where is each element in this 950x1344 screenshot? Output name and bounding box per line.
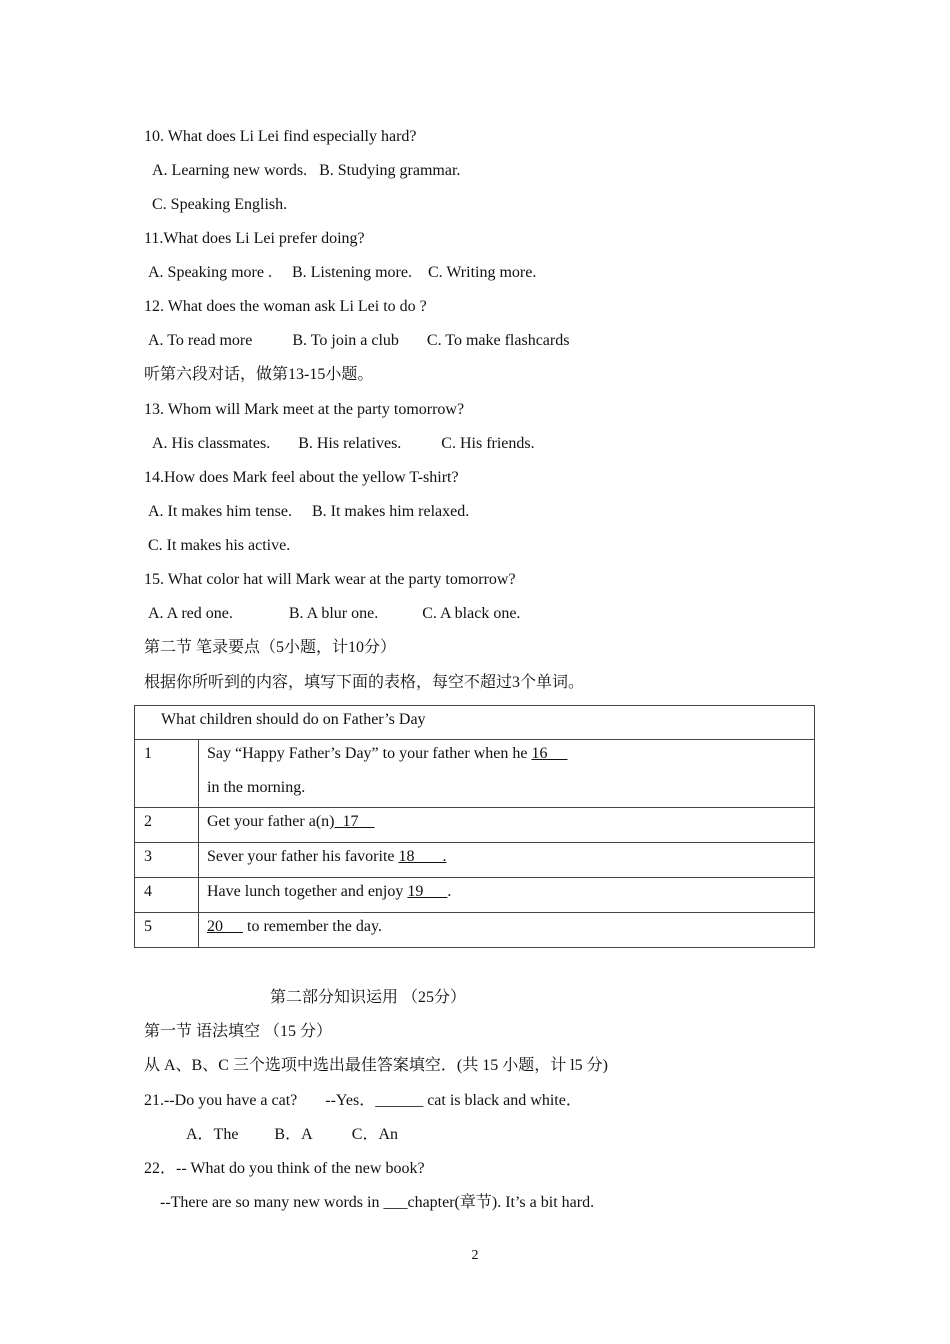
table-row [135, 808, 815, 843]
row-number: 3 [135, 843, 199, 878]
row-text [199, 808, 815, 843]
question-12: 12. What does the woman ask Li Lei to do ? [144, 298, 427, 315]
row-text-line2: in the morning. [207, 779, 306, 796]
question-13: 13. Whom will Mark meet at the party tomorrow? [144, 401, 465, 418]
question-14: 14.How does Mark feel about the yellow T-shirt? [144, 469, 459, 486]
row-text-before: Have lunch together and enjoy [207, 883, 408, 900]
table-row [135, 878, 815, 913]
question-14-option-c: C. It makes his active. [148, 537, 291, 554]
row-number: 1 [135, 740, 199, 808]
blank-17: 17 [334, 813, 375, 830]
question-22: 22．-- What do you think of the new book? [144, 1160, 425, 1177]
notes-table [134, 705, 815, 948]
question-15-options: A. A red one. B. A blur one. C. A black one. [148, 605, 521, 622]
row-text-after: . [447, 883, 452, 900]
grammar-section-heading: 第一节 语法填空 （15 分） [144, 1023, 333, 1040]
grammar-instruction: 从 A、B、C 三个选项中选出最佳答案填空．(共 15 小题，计 l5 分) [144, 1057, 609, 1074]
blank-16: 16 [531, 745, 568, 762]
row-number: 4 [135, 878, 199, 913]
table-row [135, 913, 815, 948]
page-number: 2 [471, 1248, 479, 1263]
question-10: 10. What does Li Lei find especially hard? [144, 128, 417, 145]
question-10-option-c: C. Speaking English. [152, 196, 288, 213]
question-12-options: A. To read more B. To join a club C. To make flashcards [148, 332, 570, 349]
row-text [199, 913, 815, 948]
section-2-heading: 第二节 笔录要点（5小题，计10分） [144, 639, 397, 656]
question-11-options: A. Speaking more . B. Listening more. C. Writing more. [148, 264, 537, 281]
question-21-options: A．The B．A C．An [186, 1126, 399, 1143]
question-22-reply: --There are so many new words in ___chapter(章节). It’s a bit hard. [160, 1194, 595, 1211]
row-text [199, 843, 815, 878]
question-13-options: A. His classmates. B. His relatives. C. His friends. [152, 435, 535, 452]
blank-20: 20 [207, 918, 243, 935]
blank-18: 18 . [398, 848, 447, 865]
blank-19: 19 [407, 883, 448, 900]
table-title-row [135, 706, 815, 740]
row-number: 2 [135, 808, 199, 843]
row-text-before: Say “Happy Father’s Day” to your father when he [207, 745, 532, 762]
table-title: What children should do on Father’s Day [135, 706, 815, 740]
question-11: 11.What does Li Lei prefer doing? [144, 230, 365, 247]
row-text-before: Sever your father his favorite [207, 848, 399, 865]
question-14-options-ab: A. It makes him tense. B. It makes him relaxed. [148, 503, 470, 520]
table-instruction: 根据你所听到的内容，填写下面的表格，每空不超过3个单词。 [144, 674, 585, 691]
part-2-heading: 第二部分知识运用 （25分） [270, 989, 467, 1006]
section-6-heading: 听第六段对话，做第13-15小题。 [144, 366, 374, 383]
row-number: 5 [135, 913, 199, 948]
row-text [199, 740, 815, 808]
row-text-before: Get your father a(n) [207, 813, 335, 830]
question-15: 15. What color hat will Mark wear at the party tomorrow? [144, 571, 516, 588]
question-21: 21.--Do you have a cat? --Yes．______ cat is black and white． [144, 1092, 582, 1109]
question-10-options-ab: A. Learning new words. B. Studying grammar. [152, 162, 461, 179]
table-row [135, 740, 815, 808]
row-text-after: to remember the day. [243, 918, 382, 935]
table-row [135, 843, 815, 878]
row-text [199, 878, 815, 913]
